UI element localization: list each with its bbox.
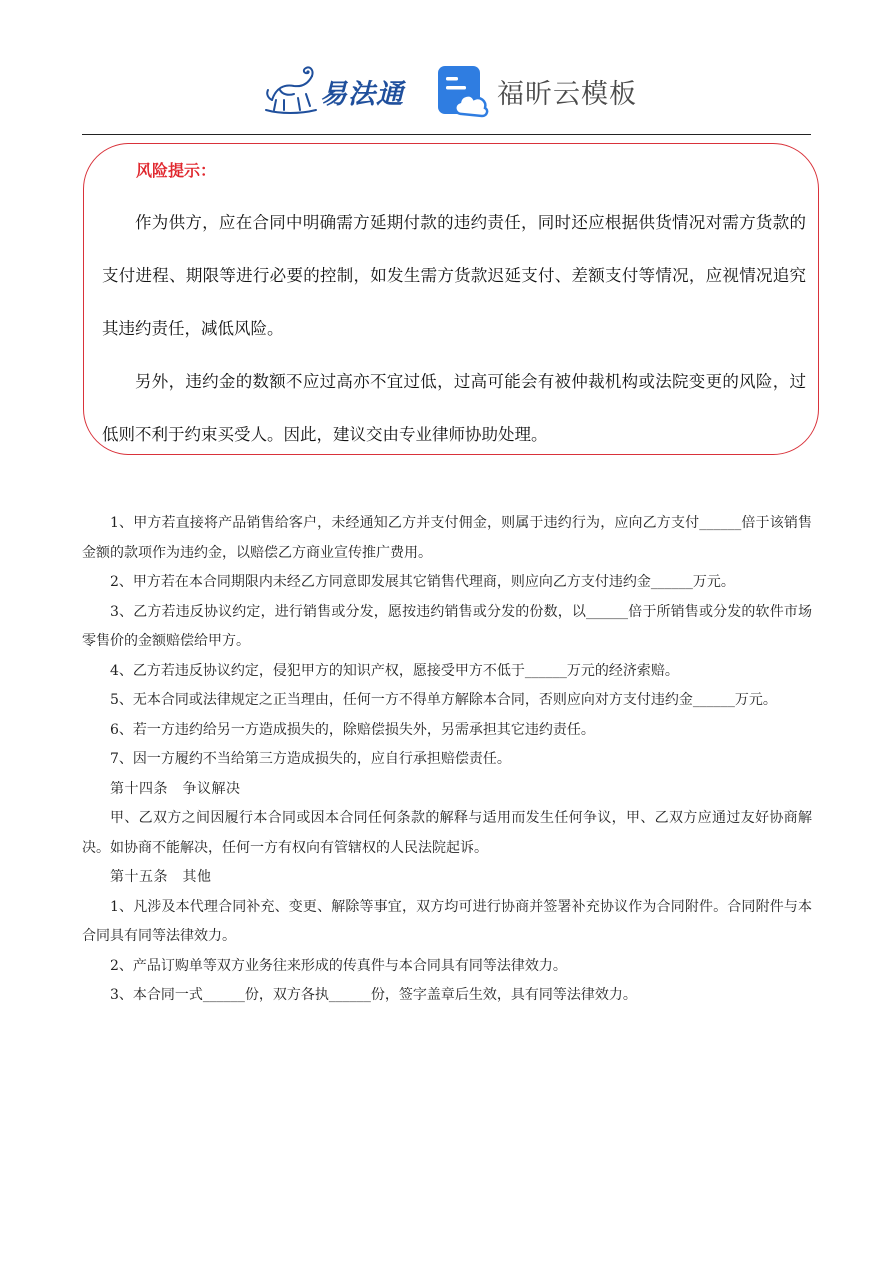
article-14-heading: 第十四条 争议解决 — [110, 780, 241, 797]
contract-body — [82, 509, 812, 1011]
clause-paragraph: 3、乙方若违反协议约定，进行销售或分发，愿按违约销售或分发的份数，以______倍于所销售或分发的软件市场零售价的金额赔偿给甲方。 — [82, 603, 812, 649]
clause-paragraph: 甲、乙双方之间因履行本合同或因本合同任何条款的解释与适用而发生任何争议，甲、乙双方应通过友好协商解决。如协商不能解决，任何一方有权向有管辖权的人民法院起诉。 — [82, 810, 812, 856]
risk-notice-title: 风险提示： — [136, 161, 217, 180]
risk-paragraph: 作为供方，应在合同中明确需方延期付款的违约责任，同时还应根据供货情况对需方货款的支付进程、期限等进行必要的控制，如发生需方货款迟延支付、差额支付等情况，应视情况追究其违约责任，减低风险。 — [102, 213, 806, 338]
qilin-emblem-icon — [262, 60, 320, 116]
clause-paragraph: 1、甲方若直接将产品销售给客户，未经通知乙方并支付佣金，则属于违约行为，应向乙方支付______倍于该销售金额的款项作为违约金，以赔偿乙方商业宣传推广费用。 — [82, 515, 812, 561]
foxit-cloud-template-text: 福昕云模板 — [497, 79, 637, 110]
clause-paragraph: 4、乙方若违反协议约定，侵犯甲方的知识产权，愿接受甲方不低于______万元的经济索赔。 — [110, 662, 679, 679]
clause-paragraph: 6、若一方违约给另一方造成损失的，除赔偿损失外，另需承担其它违约责任。 — [110, 721, 595, 738]
header-divider — [82, 134, 811, 135]
page-header — [0, 60, 893, 124]
risk-notice-body — [102, 196, 806, 461]
risk-paragraph: 另外，违约金的数额不应过高亦不宜过低，过高可能会有被仲裁机构或法院变更的风险，过低则不利于约束买受人。因此，建议交由专业律师协助处理。 — [102, 372, 806, 444]
article-15-heading: 第十五条 其他 — [110, 869, 212, 885]
clause-paragraph: 2、甲方若在本合同期限内未经乙方同意即发展其它销售代理商，则应向乙方支付违约金______万元。 — [110, 574, 735, 590]
yifatong-logo — [262, 60, 414, 116]
clause-paragraph: 7、因一方履约不当给第三方造成损失的，应自行承担赔偿责任。 — [110, 751, 511, 767]
clause-paragraph: 3、本合同一式______份，双方各执______份，签字盖章后生效，具有同等法律效力。 — [110, 987, 637, 1003]
clause-paragraph: 2、产品订购单等双方业务往来形成的传真件与本合同具有同等法律效力。 — [110, 957, 567, 974]
foxit-cloud-template-icon — [436, 64, 490, 118]
clause-paragraph: 1、凡涉及本代理合同补充、变更、解除等事宜，双方均可进行协商并签署补充协议作为合同附件。合同附件与本合同具有同等法律效力。 — [82, 898, 812, 944]
yifatong-logo-text: 易法通 — [320, 79, 404, 110]
clause-paragraph: 5、无本合同或法律规定之正当理由，任何一方不得单方解除本合同，否则应向对方支付违约金______万元。 — [110, 692, 777, 708]
